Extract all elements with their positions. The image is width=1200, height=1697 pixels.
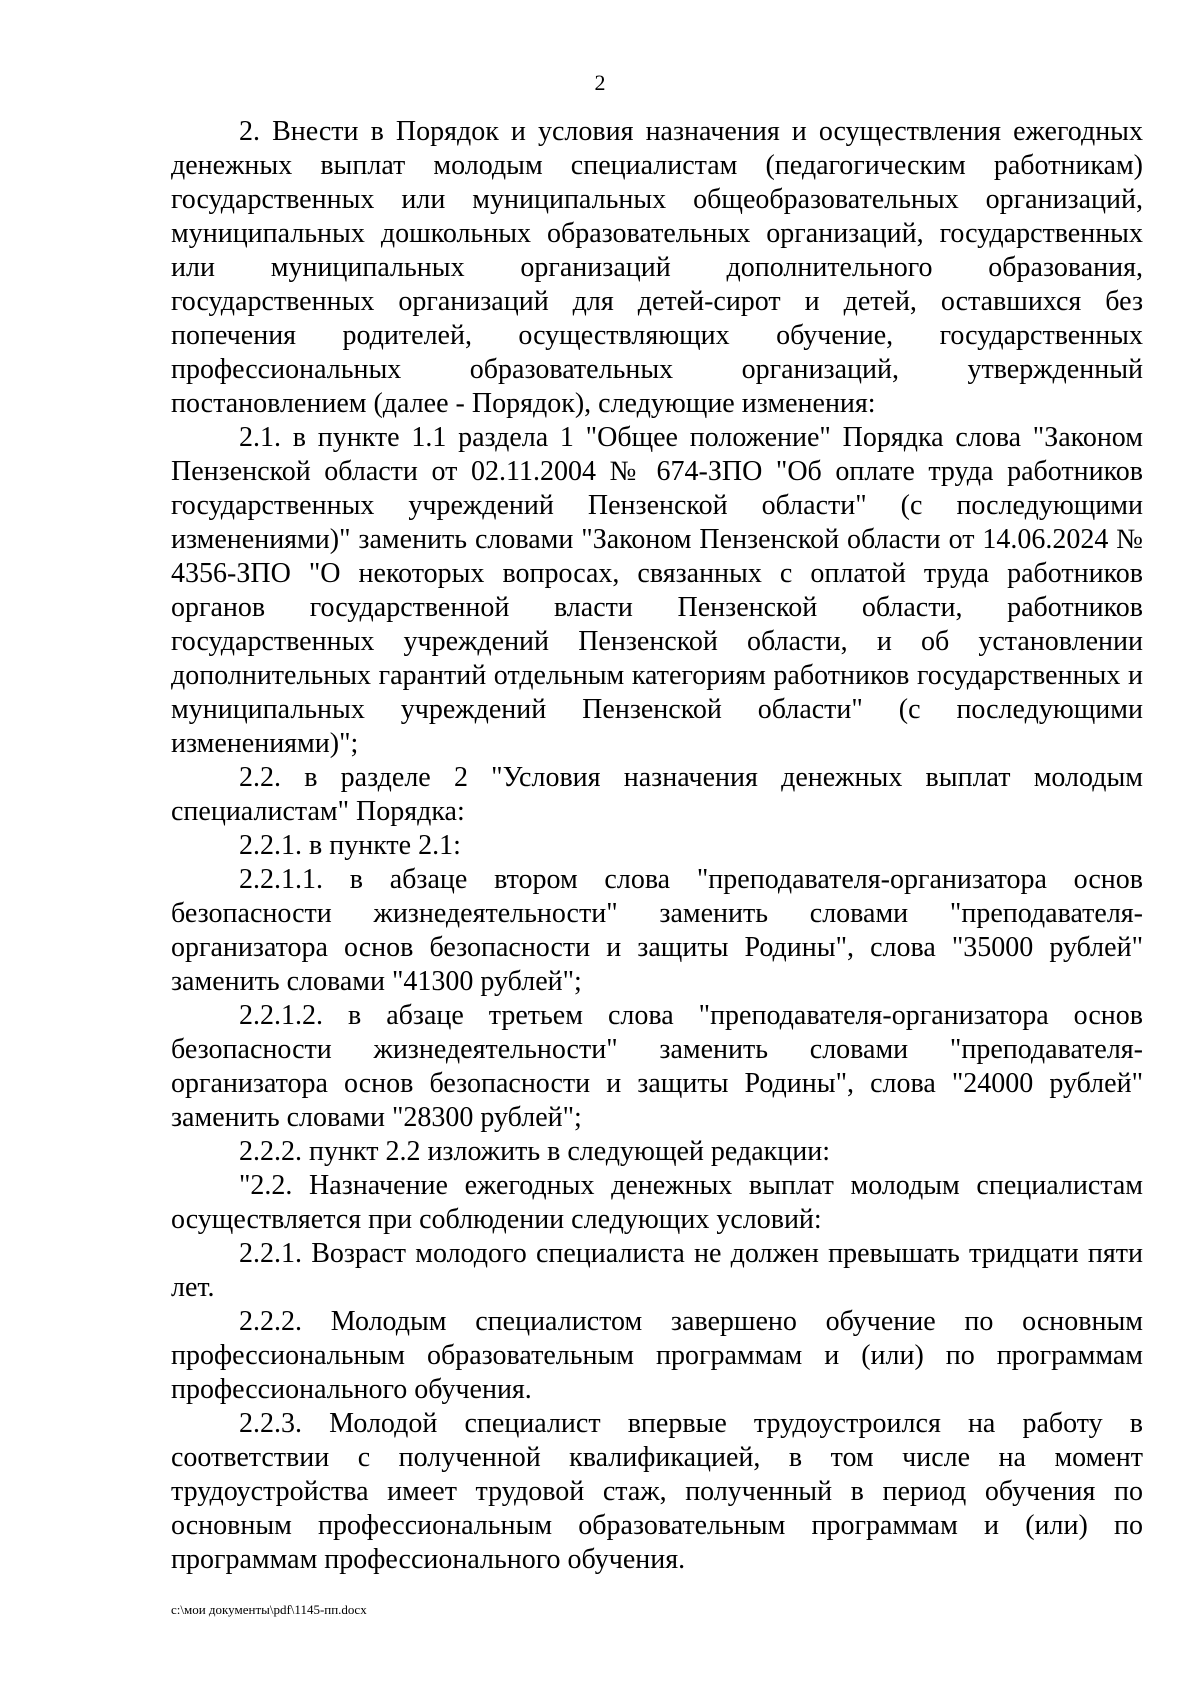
- paragraph-item-2-2-2: 2.2.2. пункт 2.2 изложить в следующей редакции:: [239, 1136, 830, 1167]
- paragraph-item-2-2-1-1: 2.2.1.1. в абзаце втором слова "преподавателя-организатора основ безопасности жизнедеятельности" заменить словами "преподавателя-организатора основ безопасности и защиты Родины", слова "35000 рублей" заменить словами "41300 рублей";: [171, 864, 1143, 997]
- document-body: [171, 115, 1143, 1577]
- quoted-paragraph-2-2: "2.2. Назначение ежегодных денежных выплат молодым специалистам осуществляется при соблюдении следующих условий:: [171, 1170, 1143, 1235]
- paragraph-item-2-2-1: 2.2.1. в пункте 2.1:: [239, 830, 461, 861]
- quoted-paragraph-2-2-1: 2.2.1. Возраст молодого специалиста не должен превышать тридцати пяти лет.: [171, 1238, 1143, 1303]
- paragraph-item-2-1: 2.1. в пункте 1.1 раздела 1 "Общее положение" Порядка слова "Законом Пензенской области от 02.11.2004 № 674-ЗПО "Об оплате труда работников государственных учреждений Пензенской области" (с последующими изменениями)" заменить словами "Законом Пензенской области от 14.06.2024 № 4356-ЗПО "О некоторых вопросах, связанных с оплатой труда работников органов государственной власти Пензенской области, работников государственных учреждений Пензенской области, и об установлении дополнительных гарантий отдельным категориям работников государственных и муниципальных учреждений Пензенской области" (с последующими изменениями)";: [171, 422, 1143, 759]
- page-number: 2: [594, 70, 606, 95]
- paragraph-item-2-2: 2.2. в разделе 2 "Условия назначения денежных выплат молодым специалистам" Порядка:: [171, 762, 1143, 827]
- footer-file-path: c:\мои документы\pdf\1145-пп.docx: [171, 1602, 367, 1617]
- quoted-paragraph-2-2-3: 2.2.3. Молодой специалист впервые трудоустроился на работу в соответствии с полученной квалификацией, в том числе на момент трудоустройства имеет трудовой стаж, полученный в период обучения по основным профессиональным образовательным программам и (или) по программам профессионального обучения.: [171, 1408, 1143, 1575]
- paragraph-item-2-2-1-2: 2.2.1.2. в абзаце третьем слова "преподавателя-организатора основ безопасности жизнедеятельности" заменить словами "преподавателя-организатора основ безопасности и защиты Родины", слова "24000 рублей" заменить словами "28300 рублей";: [171, 1000, 1143, 1133]
- quoted-paragraph-2-2-2: 2.2.2. Молодым специалистом завершено обучение по основным профессиональным образовательным программам и (или) по программам профессионального обучения.: [171, 1306, 1143, 1405]
- paragraph-item-2: 2. Внести в Порядок и условия назначения и осуществления ежегодных денежных выплат молодым специалистам (педагогическим работникам) государственных или муниципальных общеобразовательных организаций, муниципальных дошкольных образовательных организаций, государственных или муниципальных организаций дополнительного образования, государственных организаций для детей-сирот и детей, оставшихся без попечения родителей, осуществляющих обучение, государственных профессиональных образовательных организаций, утвержденный постановлением (далее - Порядок), следующие изменения:: [171, 116, 1143, 419]
